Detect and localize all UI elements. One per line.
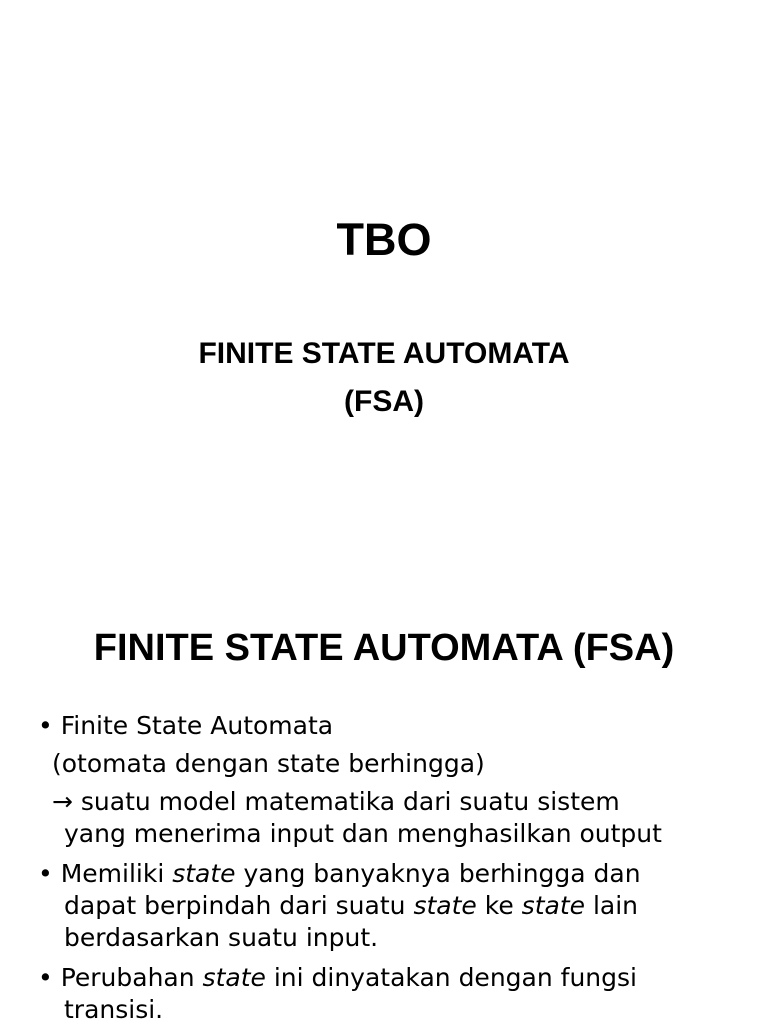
bullet-3-line-1 — [38, 962, 758, 994]
bullet-2-text-b: yang banyaknya berhingga dan — [235, 859, 641, 888]
bullet-2-line-2 — [38, 890, 758, 922]
slide-subtitle — [0, 330, 768, 426]
bullet-3-line-2: transisi. — [64, 995, 164, 1024]
bullet-1-line-1 — [38, 710, 758, 742]
bullet-3-text-b: ini dinyatakan dengan fungsi — [265, 963, 637, 992]
bullet-item-2 — [38, 858, 758, 954]
bullet-glyph: • — [38, 859, 53, 888]
bullet-glyph: • — [38, 963, 53, 992]
bullet-1-text: Finite State Automata — [60, 711, 334, 740]
slide-2 — [0, 576, 768, 1024]
subtitle-line-2: (FSA) — [344, 385, 424, 418]
bullet-3-text-a: Perubahan — [60, 963, 203, 992]
bullet-2-line-3: berdasarkan suatu input. — [64, 923, 379, 952]
bullet-2-em-c: state — [521, 891, 586, 920]
bullet-glyph: • — [38, 711, 53, 740]
bullet-2-em-a: state — [172, 859, 236, 888]
subtitle-line-1: FINITE STATE AUTOMATA — [198, 337, 570, 370]
bullet-2-text-e: lain — [585, 891, 639, 920]
slide-2-title: FINITE STATE AUTOMATA (FSA) — [93, 627, 675, 669]
bullet-2-text-c: dapat berpindah dari suatu — [64, 891, 414, 920]
bullet-item-3 — [38, 962, 758, 1024]
bullet-2-text-a: Memiliki — [60, 859, 173, 888]
bullet-3-em: state — [202, 963, 266, 992]
bullet-list — [38, 710, 758, 1024]
bullet-1-line-2: (otomata dengan state berhingga) — [52, 749, 485, 778]
bullet-2-line-1 — [38, 858, 758, 890]
bullet-item-1 — [38, 710, 758, 850]
bullet-2-em-b: state — [413, 891, 477, 920]
bullet-1-line-3: → suatu model matematika dari suatu sistem — [52, 787, 620, 816]
bullet-1-line-4: yang menerima input dan menghasilkan output — [64, 819, 662, 848]
bullet-2-text-d: ke — [476, 891, 522, 920]
slide-title: TBO — [336, 214, 432, 265]
